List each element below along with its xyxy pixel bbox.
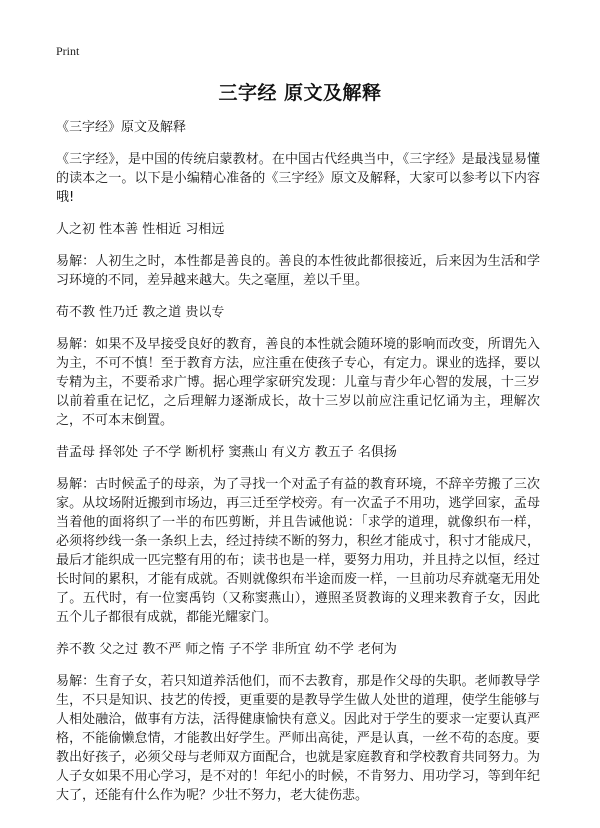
explanation-paragraph: 易解：人初生之时，本性都是善良的。善良的本性彼此都很接近，后来因为生活和学习环境的不同，差异越来越大。失之毫厘，差以千里。: [56, 254, 540, 288]
explanation-paragraph: 易解：如果不及早接受良好的教育，善良的本性就会随环境的影响而改变，所谓先入为主，不可不慎！至于教育方法，应注重在使孩子专心，有定力。课业的选择，要以专精为主，不要希求广博。据心理学家研究发现：儿童与青少年心智的发展，十三岁以前着重在记忆，之后理解力逐渐成长，故十三岁以前应注重记忆诵为主，理解次之，不可本末倒置。: [56, 337, 540, 428]
explanation-paragraph: 易解：古时候孟子的母亲，为了寻找一个对孟子有益的教育环境，不辞辛劳搬了三次家。从坟场附近搬到市场边，再三迁至学校旁。有一次孟子不用功，逃学回家，孟母当着他的面将织了一半的布匹剪断，并且告诫他说：「求学的道理，就像织布一样，必须将纱线一条一条织上去，经过持续不断的努力，积丝才能成寸，积寸才能成尺，最后才能织成一匹完整有用的布；读书也是一样，要努力用功，并且持之以恒，经过长时间的累积，才能有成就。否则就像织布半途而废一样，一旦前功尽弃就毫无用处了。五代时，有一位窦禹钧（又称窦燕山），遵照圣贤教诲的义理来教育子女，因此五个儿子都很有成就，都能光耀家门。: [56, 477, 540, 625]
verse-line: 昔孟母 择邻处 子不学 断机杼 窦燕山 有义方 教五子 名俱扬: [56, 445, 397, 460]
verse-line: 苟不教 性乃迁 教之道 贵以专: [56, 305, 225, 320]
intro-paragraph: 《三字经》，是中国的传统启蒙教材。在中国古代经典当中，《三字经》是最浅显易懂的读本之一。以下是小编精心准备的《三字经》原文及解释，大家可以参考以下内容哦!: [56, 152, 540, 205]
print-label: Print: [56, 44, 80, 58]
verse-line: 人之初 性本善 性相近 习相远: [56, 222, 225, 237]
explanation-paragraph: 易解：生育子女，若只知道养活他们，而不去教育，那是作父母的失职。老师教导学生，不只是知识、技艺的传授，更重要的是教导学生做人处世的道理，使学生能够与人相处融洽，做事有方法，活得健康愉快有意义。因此对于学生的要求一定要认真严格，不能偷懒怠情，才能教出好学生。严师出高徒，严是认真，一丝不苟的态度。要教出好孩子，必须父母与老师双方面配合，也就是家庭教育和学校教育共同努力。为人子女如果不用心学习，是不对的！年纪小的时候，不肯努力、用功学习，等到年纪大了，还能有什么作为呢？少壮不努力，老大徒伤悲。: [56, 674, 540, 803]
article-subtitle: 《三字经》原文及解释: [56, 120, 187, 135]
article-body: [56, 118, 540, 818]
page-title: 三字经 原文及解释: [218, 82, 382, 104]
verse-line: 养不教 父之过 教不严 师之惰 子不学 非所宜 幼不学 老何为: [56, 642, 397, 657]
